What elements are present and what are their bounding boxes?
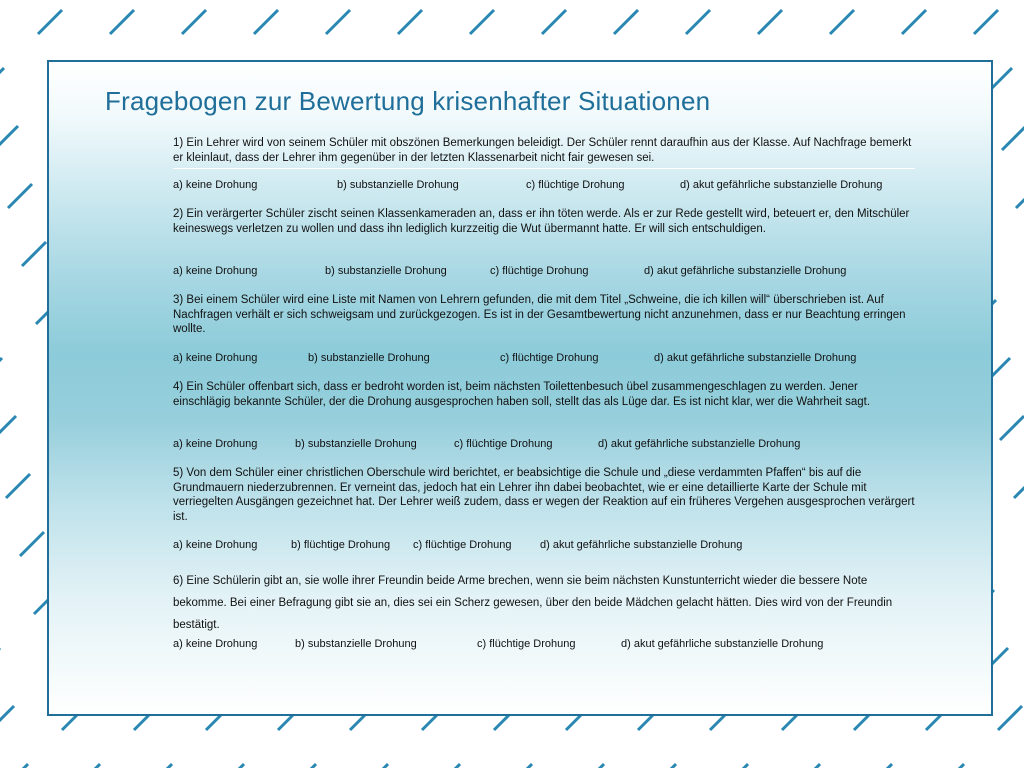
question-6-text: 6) Eine Schülerin gibt an, sie wolle ihrer Freundin beide Arme brechen, wenn sie beim nächsten Kunstunterricht wieder die bessere Note bekomme. Bei einer Befragung gibt sie an, dies sei ein Scherz gewesen, über den beide Mädchen gelacht hätten. Dies wird von der Freundin bestätigt.: [173, 575, 893, 631]
stripe-dash: [508, 764, 532, 768]
option-d[interactable]: d) akut gefährliche substanzielle Drohung: [598, 438, 801, 450]
stripe-dash: [1014, 474, 1024, 498]
option-c[interactable]: c) flüchtige Drohung: [490, 265, 589, 277]
stripe-dash: [0, 416, 16, 440]
stripe-dash: [436, 764, 460, 768]
option-a[interactable]: a) keine Drohung: [173, 352, 258, 364]
stripe-dash: [902, 10, 926, 34]
stripe-dash: [940, 764, 964, 768]
option-d[interactable]: d) akut gefährliche substanzielle Drohung: [654, 352, 857, 364]
option-a[interactable]: a) keine Drohung: [173, 265, 258, 277]
stripe-dash: [0, 358, 2, 382]
question-4-text: 4) Ein Schüler offenbart sich, dass er bedroht worden ist, beim nächsten Toilettenbesuch übel zusammengeschlagen zu werden. Jener einschlägig bekannte Schüler, der die Drohung ausgesprochen haben soll, stellt das als Lüge dar. Es ist nicht klar, wer die Wahrheit sagt.: [173, 381, 871, 408]
stripe-dash: [1000, 416, 1024, 440]
stripe-dash: [758, 10, 782, 34]
stripe-dash: [0, 126, 18, 150]
option-b[interactable]: b) substanzielle Drohung: [308, 352, 430, 364]
stripe-dash: [580, 764, 604, 768]
stripe-dash: [652, 764, 676, 768]
option-a[interactable]: a) keine Drohung: [173, 539, 258, 551]
option-c[interactable]: c) flüchtige Drohung: [413, 539, 512, 551]
question-3-text: 3) Bei einem Schüler wird eine Liste mit Namen von Lehrern gefunden, die mit dem Titel „Schweine, die ich killen will“ überschrieben ist. Auf Nachfragen verhält er sich schweigsam und zurückgezogen. Es ist in der Gesamtbewertung nicht anzunehmen, dass er nur Beachtung erringen wollte.: [173, 294, 906, 335]
stripe-dash: [542, 10, 566, 34]
stripe-dash: [470, 10, 494, 34]
stripe-dash: [0, 68, 4, 92]
stripe-dash: [724, 764, 748, 768]
stripe-dash: [8, 184, 32, 208]
stripe-dash: [1012, 764, 1024, 768]
stripe-dash: [1002, 126, 1024, 150]
stripe-dash: [830, 10, 854, 34]
stripe-dash: [20, 532, 44, 556]
option-d[interactable]: d) akut gefährliche substanzielle Drohung: [540, 539, 743, 551]
question-5-text: 5) Von dem Schüler einer christlichen Oberschule wird berichtet, er beabsichtige die Schule und „diese verdammten Pfaffen“ bis auf die Grundmauern niederzubrennen. Er verneint das, jedoch hat ein Lehrer ihn dabei beobachtet, wie er eine detaillierte Karte der Schule mit verriegelten Ausgängen gezeichnet hat. Der Lehrer weiß zudem, dass er wegen der Reaktion auf ein früheres Vergehen ausgesprochen verärgert ist.: [173, 467, 915, 523]
question-1-text: 1) Ein Lehrer wird von seinem Schüler mit obszönen Bemerkungen beleidigt. Der Schüler rennt daraufhin aus der Klasse. Auf Nachfrage bemerkt er kleinlaut, dass der Lehrer ihm gegenüber in der letzten Klassenarbeit nicht fair gewesen sei.: [173, 136, 915, 169]
question-2-text: 2) Ein verärgerter Schüler zischt seinen Klassenkameraden an, dass er ihn töten werde. Als er zur Rede gestellt wird, beteuert er, den Mitschüler keineswegs verletzen zu wollen und dass ihn lediglich kurzzeitig die Wut übermannt hatte. Er will sich entschuldigen.: [173, 208, 910, 235]
option-b[interactable]: b) substanzielle Drohung: [337, 179, 459, 191]
stripe-dash: [398, 10, 422, 34]
stripe-dash: [38, 10, 62, 34]
option-d[interactable]: d) akut gefährliche substanzielle Drohung: [644, 265, 847, 277]
option-d[interactable]: d) akut gefährliche substanzielle Drohung: [621, 638, 824, 650]
stripe-dash: [4, 764, 28, 768]
option-c[interactable]: c) flüchtige Drohung: [477, 638, 576, 650]
option-a[interactable]: a) keine Drohung: [173, 438, 258, 450]
option-b[interactable]: b) substanzielle Drohung: [295, 638, 417, 650]
option-c[interactable]: c) flüchtige Drohung: [500, 352, 599, 364]
stripe-dash: [6, 474, 30, 498]
stripe-dash: [182, 10, 206, 34]
option-b[interactable]: b) flüchtige Drohung: [291, 539, 391, 551]
option-b[interactable]: b) substanzielle Drohung: [325, 265, 447, 277]
stripe-dash: [868, 764, 892, 768]
stripe-dash: [974, 10, 998, 34]
option-a[interactable]: a) keine Drohung: [173, 638, 258, 650]
stripe-dash: [76, 764, 100, 768]
option-a[interactable]: a) keine Drohung: [173, 179, 258, 191]
page-title: Fragebogen zur Bewertung krisenhafter Situationen: [105, 86, 711, 116]
stripe-dash: [796, 764, 820, 768]
stripe-dash: [22, 242, 46, 266]
stripe-dash: [110, 10, 134, 34]
option-d[interactable]: d) akut gefährliche substanzielle Drohung: [680, 179, 883, 191]
stripe-dash: [326, 10, 350, 34]
stripe-dash: [364, 764, 388, 768]
stripe-dash: [220, 764, 244, 768]
stripe-dash: [614, 10, 638, 34]
stripe-dash: [148, 764, 172, 768]
stripe-dash: [254, 10, 278, 34]
stripe-dash: [686, 10, 710, 34]
stripe-dash: [1016, 184, 1024, 208]
stripe-dash: [292, 764, 316, 768]
option-c[interactable]: c) flüchtige Drohung: [526, 179, 625, 191]
option-c[interactable]: c) flüchtige Drohung: [454, 438, 553, 450]
option-b[interactable]: b) substanzielle Drohung: [295, 438, 417, 450]
stripe-dash: [0, 706, 14, 730]
stripe-dash: [998, 706, 1022, 730]
